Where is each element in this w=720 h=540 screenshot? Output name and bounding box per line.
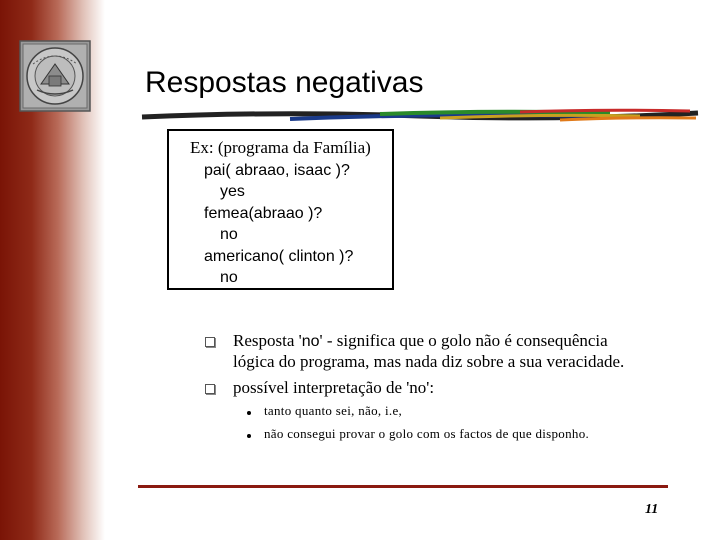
- dot-bullet-icon: [247, 411, 251, 415]
- subbullet-text: não consegui provar o golo com os factos de que disponho.: [264, 426, 590, 441]
- subbullet-text: tanto quanto sei, não, i.e,: [264, 403, 403, 418]
- example-answer-line: no: [220, 226, 238, 243]
- example-code-box: [167, 129, 394, 290]
- bullet-text-line: possível interpretação de 'no':: [233, 378, 435, 397]
- bullet-text-line: [233, 331, 608, 351]
- footer-rule: [138, 485, 668, 488]
- square-bullet-icon: [205, 337, 215, 347]
- bullet-text-fragment: ' - significa que o golo não é consequência: [319, 331, 608, 350]
- example-header: Ex: (programa da Família): [190, 138, 371, 157]
- example-answer-line: no: [220, 269, 238, 286]
- page-number: 11: [645, 502, 659, 517]
- decorative-brush-stroke: [140, 104, 700, 126]
- example-query-line: femea(abraao )?: [204, 205, 323, 222]
- square-bullet-icon: [205, 384, 215, 394]
- example-answer-line: yes: [220, 183, 245, 200]
- dot-bullet-icon: [247, 434, 251, 438]
- bullet-text-line: lógica do programa, mas nada diz sobre a sua veracidade.: [233, 352, 625, 371]
- example-query-line: pai( abraao, isaac )?: [204, 162, 350, 179]
- bullet-text-fragment: Resposta ': [233, 331, 302, 350]
- example-query-line: americano( clinton )?: [204, 248, 354, 265]
- university-seal-logo: [19, 40, 91, 112]
- bullet-code-fragment: no: [301, 333, 320, 350]
- slide-title: Respostas negativas: [145, 66, 424, 99]
